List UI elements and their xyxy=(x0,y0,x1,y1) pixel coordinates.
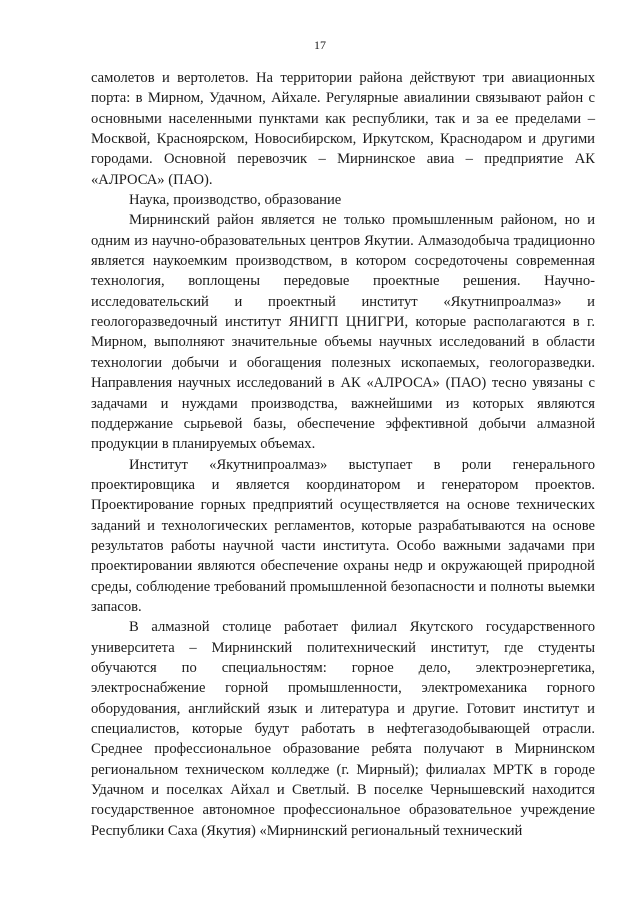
paragraph-institute: Институт «Якутнипроалмаз» выступает в роли генерального проектировщика и является координатором и генератором проектов. Проектирование горных предприятий осуществляется на основе технических заданий и технологических регламентов, которые разрабатываются на основе результатов работы научной части института. Особо важными задачами при проектировании являются обеспечение охраны недр и окружающей природной среды, соблюдение требований промышленной безопасности и полноты выемки запасов. xyxy=(91,456,595,615)
page-number: 17 xyxy=(314,38,326,52)
paragraph-science: Мирнинский район является не только промышленным районом, но и одним из научно-образовательных центров Якутии. Алмазодобыча традиционно является наукоемким производством, в котором сосредоточены современная технология, воплощены передовые проектные решения. Научно-исследовательский и проектный институт «Якутнипроалмаз» и геологоразведочный институт ЯНИГП ЦНИГРИ, которые располагаются в г. Мирном, выполняют значительные объемы научных исследований в области технологии добычи и обогащения полезных ископаемых, геологоразведки. Направления научных исследований в АК «АЛРОСА» (ПАО) тесно увязаны с задачами и нуждами производства, важнейшими из которых являются поддержание сырьевой базы, обеспечение эффективной добычи алмазной продукции в планируемых объемах. xyxy=(91,212,595,453)
paragraph-aviation: самолетов и вертолетов. На территории района действуют три авиационных порта: в Мирном, Удачном, Айхале. Регулярные авиалинии связывают район с основными населенными пунктами как республики, так и за ее пределами – Москвой, Красноярском, Новосибирском, Иркутском, Краснодаром и другими городами. Основной перевозчик – Мирнинское авиа – предприятие АК «АЛРОСА» (ПАО). xyxy=(91,70,595,188)
paragraph-education: В алмазной столице работает филиал Якутского государственного университета – Мирнинский политехнический институт, где студенты обучаются по специальностям: горное дело, электроэнергетика, электроснабжение горной промышленности, электромеханика горного оборудования, английский язык и литература и другие. Готовит институт и специалистов, которые будут работать в нефтегазодобывающей отрасли. Среднее профессиональное образование ребята получают в Мирнинском региональном техническом колледже (г. Мирный); филиалах МРТК в городе Удачном и поселках Айхал и Светлый. В поселке Чернышевский находится государственное автономное профессиональное образовательное учреждение Республики Саха (Якутия) «Мирнинский региональный технический xyxy=(91,619,595,839)
page-text-body xyxy=(91,68,595,841)
section-heading: Наука, производство, образование xyxy=(129,192,342,209)
